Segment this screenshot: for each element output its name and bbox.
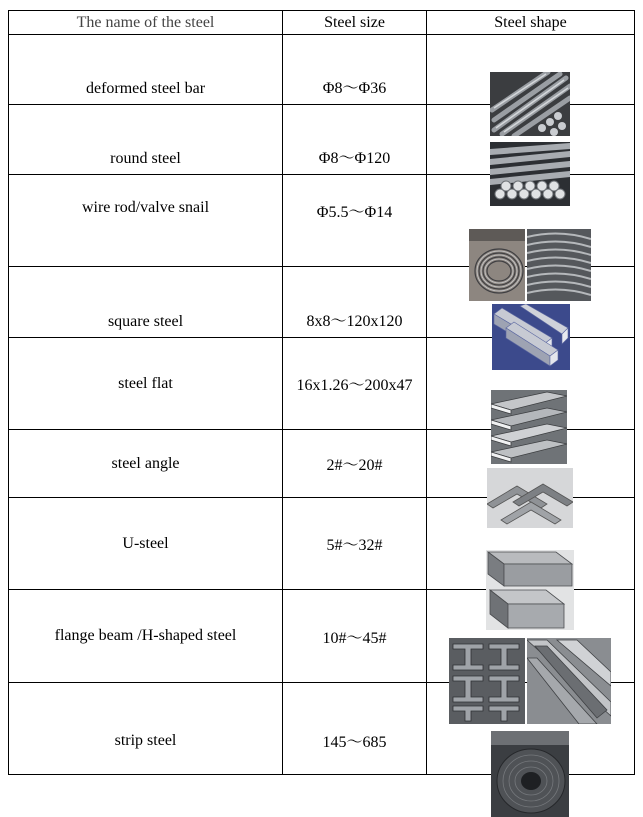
row-shape-cell xyxy=(427,338,635,430)
steel-name: round steel xyxy=(110,150,181,167)
row-shape-cell xyxy=(427,430,635,498)
steel-coil-image xyxy=(491,731,569,817)
row-shape-cell xyxy=(427,498,635,590)
row-size-cell xyxy=(283,35,427,105)
table-row xyxy=(9,105,635,175)
row-size-cell xyxy=(283,683,427,775)
steel-size: 145～685 xyxy=(322,734,387,751)
row-name-cell xyxy=(9,498,283,590)
row-size-cell xyxy=(283,175,427,267)
row-shape-cell xyxy=(427,267,635,338)
header-shape: Steel shape xyxy=(427,11,635,35)
steel-size: 5#～32# xyxy=(326,537,383,554)
row-shape-cell xyxy=(427,590,635,683)
steel-name: steel flat xyxy=(118,374,173,392)
table-row xyxy=(9,590,635,683)
row-name-cell xyxy=(9,267,283,338)
steel-size: Φ8～Φ36 xyxy=(322,80,387,97)
steel-name: square steel xyxy=(107,313,184,330)
row-name-cell xyxy=(9,105,283,175)
row-shape-cell xyxy=(427,105,635,175)
table-row xyxy=(9,683,635,775)
header-row xyxy=(9,11,635,35)
steel-name: strip steel xyxy=(114,731,177,749)
row-size-cell xyxy=(283,338,427,430)
header-name: The name of the steel xyxy=(9,11,283,35)
steel-size: Φ8～Φ120 xyxy=(318,150,391,167)
steel-name: steel angle xyxy=(111,454,180,472)
row-name-cell xyxy=(9,430,283,498)
row-size-cell xyxy=(283,267,427,338)
row-shape-cell xyxy=(427,35,635,105)
row-size-cell xyxy=(283,590,427,683)
row-name-cell xyxy=(9,683,283,775)
row-name-cell xyxy=(9,590,283,683)
row-shape-cell xyxy=(427,175,635,267)
table-row xyxy=(9,267,635,338)
steel-size: 2#～20# xyxy=(326,457,383,474)
steel-name: flange beam /H-shaped steel xyxy=(54,627,237,644)
row-name-cell xyxy=(9,338,283,430)
table-row xyxy=(9,338,635,430)
steel-size: 16x1.26～200x47 xyxy=(296,377,413,394)
row-size-cell xyxy=(283,430,427,498)
steel-size: Φ5.5～Φ14 xyxy=(316,204,393,221)
steel-name: U-steel xyxy=(122,534,169,552)
table-row xyxy=(9,175,635,267)
table-row xyxy=(9,35,635,105)
row-name-cell xyxy=(9,175,283,267)
row-size-cell xyxy=(283,498,427,590)
table-row xyxy=(9,430,635,498)
row-shape-cell xyxy=(427,683,635,775)
steel-name: deformed steel bar xyxy=(85,80,206,97)
steel-size: 10#～45# xyxy=(322,629,387,647)
row-size-cell xyxy=(283,105,427,175)
steel-name: wire rod/valve snail xyxy=(81,199,210,216)
steel-products-table xyxy=(8,10,635,775)
steel-size: 8x8～120x120 xyxy=(306,313,403,330)
table-row xyxy=(9,498,635,590)
header-size: Steel size xyxy=(283,11,427,35)
row-name-cell xyxy=(9,35,283,105)
